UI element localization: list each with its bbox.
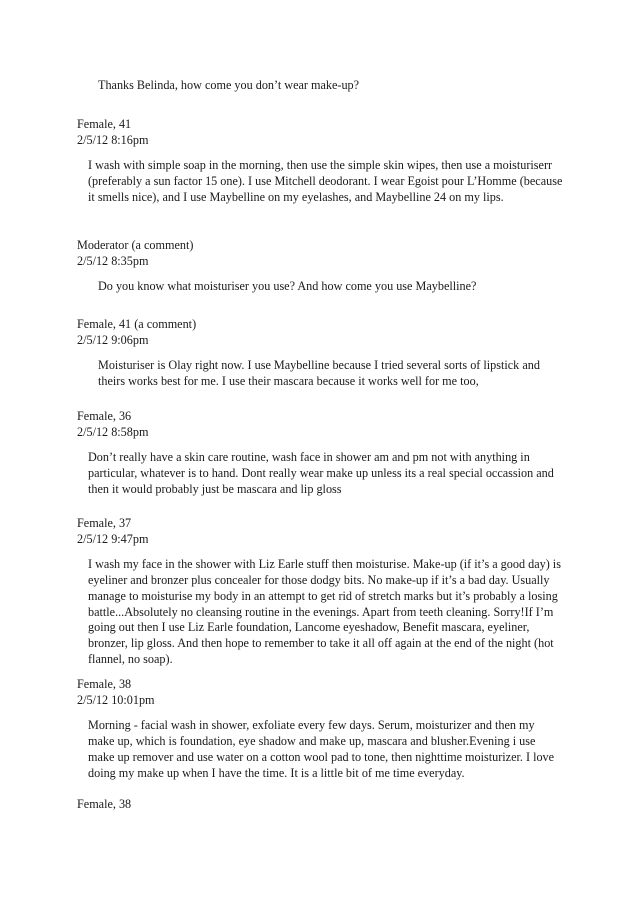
comment-date: 2/5/12 9:47pm (77, 531, 149, 546)
comment-text: I wash my face in the shower with Liz Earle stuff then moisturise. Make-up (if it’s a good day) is eyeliner and bronzer plus concealer for those dodgy bits. No make-up if it’s a bad day. Usually manage to moisturise my body in an attempt to get rid of stretch marks but it’s probably a losing battle...Absolutely no cleansing routine in the evenings. Apart from teeth cleaning. Sorry!If I’m going out then I use Liz Earle foundation, Lancome eyeshadow, Benefit mascara, eyeliner, bronzer, lip gloss. And then hope to remember to take it all off again at the end of the night (hot flannel, no soap). (88, 556, 561, 667)
comment-meta (77, 516, 638, 548)
comment-date: 2/5/12 8:58pm (77, 424, 149, 439)
comment-entry (0, 117, 638, 206)
comment-meta (77, 797, 638, 813)
comment-text: Morning - facial wash in shower, exfoliate every few days. Serum, moisturizer and then my make up, which is foundation, eye shadow and make up, mascara and blusher.Evening i use make up remover and use water on a cotton wool pad to tone, then nighttime moisturizer. I love doing my make up when I have the time. It is a little bit of me time everyday. (88, 717, 555, 780)
comment-meta (77, 409, 638, 441)
comment-entry (0, 677, 638, 781)
comment-author: Female, 37 (77, 516, 132, 530)
comment-date: 2/5/12 8:35pm (77, 253, 149, 268)
comment-author: Moderator (a comment) (77, 238, 194, 252)
comment-text: Moisturiser is Olay right now. I use Maybelline because I tried several sorts of lipstick and theirs works best for me. I use their mascara because it works well for me too, (98, 357, 540, 388)
comment-text: Thanks Belinda, how come you don’t wear make-up? (98, 78, 360, 92)
comment-entry (0, 238, 638, 295)
comment-text: Don’t really have a skin care routine, wash face in shower am and pm not with anything in particular, whatever is to hand. Dont really wear make up unless its a real special occassion and then it would probably just be mascara and lip gloss (88, 449, 554, 496)
comment-entry (0, 409, 638, 498)
comment-meta (77, 117, 638, 149)
comment-entry (0, 516, 638, 668)
comment-date: 2/5/12 10:01pm (77, 692, 155, 707)
comment-entry (0, 78, 638, 94)
comment-author: Female, 38 (77, 797, 132, 811)
comment-entry (0, 797, 638, 813)
comment-date: 2/5/12 9:06pm (77, 332, 149, 347)
comment-meta (77, 238, 638, 270)
comment-author: Female, 36 (77, 409, 132, 423)
comment-text: Do you know what moisturiser you use? And how come you use Maybelline? (98, 278, 477, 293)
comment-author: Female, 41 (77, 117, 132, 131)
comment-author: Female, 38 (77, 677, 132, 691)
comment-meta (77, 677, 638, 709)
comment-date: 2/5/12 8:16pm (77, 132, 149, 147)
comment-text: I wash with simple soap in the morning, then use the simple skin wipes, then use a moisturiserr (preferably a sun factor 15 one). I use Mitchell deodorant. I wear Egoist pour L’Homme (because it smells nice), and I use Maybelline on my eyelashes, and Maybelline 24 on my lips. (88, 157, 563, 204)
comment-meta (77, 317, 638, 349)
comment-author: Female, 41 (a comment) (77, 317, 197, 331)
comment-entry (0, 317, 638, 390)
